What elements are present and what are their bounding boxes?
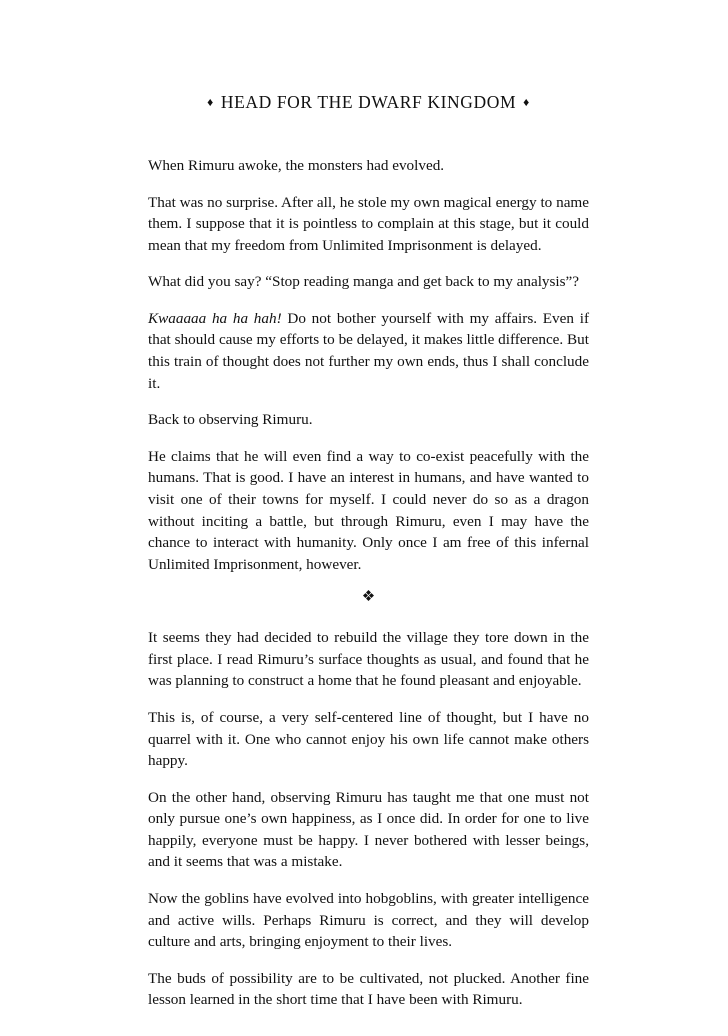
- paragraph: What did you say? “Stop reading manga and get back to my analysis”?: [148, 273, 580, 291]
- paragraph: Back to observing Rimuru.: [148, 411, 313, 429]
- scene-break-ornament-icon: ❖: [361, 589, 376, 606]
- paragraph: It seems they had decided to rebuild the village they tore down in the first place. I read Rimuru’s surface thoughts as usual, and found that he was planning to construct a home that he found pleasant and enjoyable.: [148, 629, 589, 690]
- paragraph: This is, of course, a very self-centered line of thought, but I have no quarrel with it. One who cannot enjoy his own life cannot make others happy.: [148, 708, 589, 770]
- paragraph: He claims that he will even find a way to co-exist peacefully with the humans. That is good. I have an interest in humans, and have wanted to visit one of their towns for myself. I could never do so as a dragon without inciting a battle, but through Rimuru, even I may have the chance to interact with humanity. Only once I am free of this infernal Unlimited Imprisonment, however.: [148, 447, 589, 573]
- chapter-title: [148, 92, 589, 113]
- paragraph: On the other hand, observing Rimuru has taught me that one must not only pursue one’s own happiness, as I once did. In order for one to live happily, everyone must be happy. I never bothered with lesser beings, and it seems that was a mistake.: [148, 788, 589, 871]
- paragraph: That was no surprise. After all, he stole my own magical energy to name them. I suppose that it is pointless to complain at this stage, but it could mean that my freedom from Unlimited Imprisonment is delayed.: [148, 193, 589, 254]
- diamond-ornament-right-icon: ♦: [523, 95, 530, 109]
- paragraph: The buds of possibility are to be cultivated, not plucked. Another fine lesson learned in the short time that I have been with Rimuru.: [148, 969, 589, 1009]
- paragraph: [148, 308, 589, 394]
- paragraph: Now the goblins have evolved into hobgoblins, with greater intelligence and active wills. Perhaps Rimuru is correct, and they will develop culture and arts, bringing enjoyment to their lives.: [148, 890, 589, 951]
- emphasized-text: Kwaaaaa ha ha hah!: [148, 309, 282, 327]
- paragraph: When Rimuru awoke, the monsters had evolved.: [148, 157, 445, 174]
- page-content: [148, 92, 589, 1011]
- chapter-title-text: HEAD FOR THE DWARF KINGDOM: [220, 92, 517, 112]
- diamond-ornament-left-icon: ♦: [207, 95, 214, 109]
- paragraph-text: Do not bother yourself with my affairs. Even if that should cause my efforts to be delayed, it makes little difference. But this train of thought does not further my own ends, thus I shall conclude it.: [148, 309, 589, 392]
